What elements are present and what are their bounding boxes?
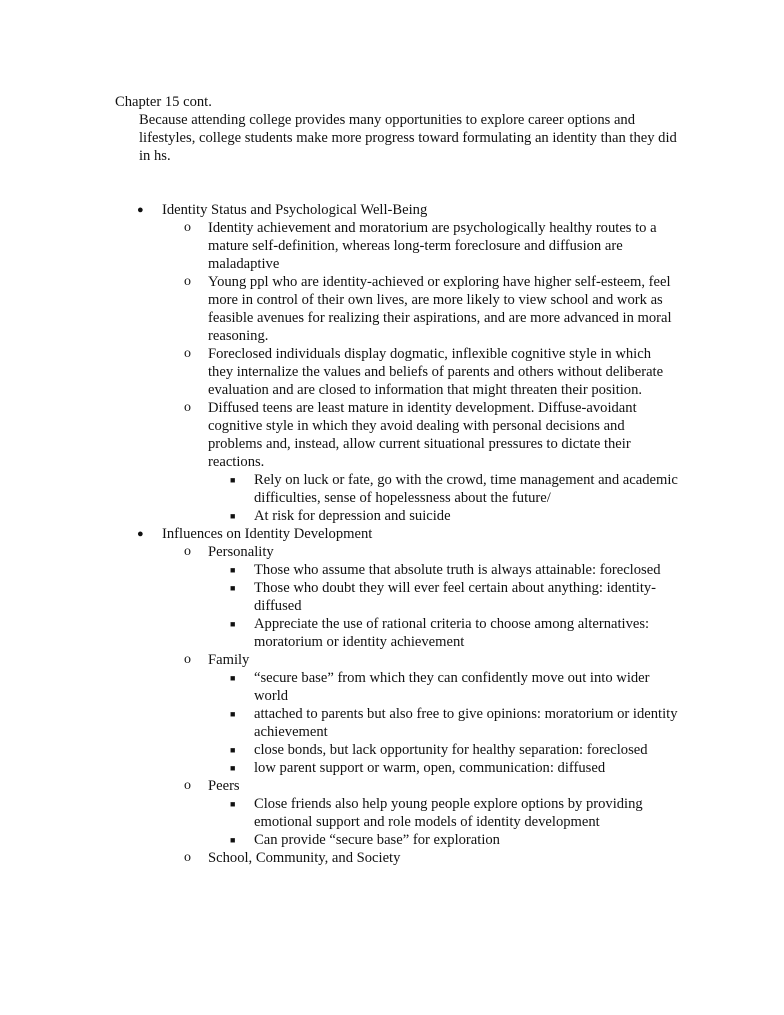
outline-detail-text: Appreciate the use of rational criteria to choose among alternatives: moratorium or identity achievement [254, 616, 650, 650]
circle-bullet-icon: o [184, 544, 191, 559]
outline-subitem [0, 345, 784, 399]
bullet-icon: ● [137, 204, 144, 216]
outline-item [0, 201, 784, 219]
circle-bullet-icon: o [184, 346, 191, 361]
outline-detail [0, 561, 784, 579]
square-bullet-icon: ■ [230, 835, 236, 845]
circle-bullet-icon: o [184, 400, 191, 415]
square-bullet-icon: ■ [230, 565, 236, 575]
square-bullet-icon: ■ [230, 745, 236, 755]
circle-bullet-icon: o [184, 850, 191, 865]
square-bullet-icon: ■ [230, 673, 236, 683]
outline-detail-text: attached to parents but also free to give opinions: moratorium or identity achievement [254, 706, 678, 740]
outline-detail [0, 831, 784, 849]
outline-subitem-text: Foreclosed individuals display dogmatic, inflexible cognitive style in which they internalize the values and beliefs of parents and others without deliberate evaluation and are closed to information that might threaten their position. [208, 346, 664, 398]
outline-detail-text: low parent support or warm, open, communication: diffused [254, 760, 606, 776]
outline-subitem [0, 273, 784, 345]
outline-detail [0, 759, 784, 777]
outline-detail [0, 507, 784, 525]
outline-subitem [0, 849, 784, 867]
circle-bullet-icon: o [184, 274, 191, 289]
outline-subitem [0, 219, 784, 273]
outline-subitem-text: Identity achievement and moratorium are psychologically healthy routes to a mature self-definition, whereas long-term foreclosure and diffusion are maladaptive [208, 220, 657, 272]
circle-bullet-icon: o [184, 220, 191, 235]
outline-subitem-text: Family [208, 652, 250, 668]
outline-subitem-text: Diffused teens are least mature in identity development. Diffuse-avoidant cognitive style in which they avoid dealing with personal decisions and problems and, instead, allow current situational pressures to dictate their reactions. [208, 400, 637, 470]
intro-paragraph: Because attending college provides many opportunities to explore career options and lifestyles, college students make more progress toward formulating an identity than they did in hs. [139, 112, 677, 164]
outline-detail-text: Can provide “secure base” for exploration [254, 832, 500, 848]
outline-detail-text: Those who assume that absolute truth is always attainable: foreclosed [254, 562, 661, 578]
outline-detail [0, 669, 784, 705]
square-bullet-icon: ■ [230, 709, 236, 719]
outline-detail [0, 705, 784, 741]
outline-detail-text: Rely on luck or fate, go with the crowd, time management and academic difficulties, sense of hopelessness about the future/ [254, 472, 678, 506]
square-bullet-icon: ■ [230, 475, 236, 485]
outline-detail-text: At risk for depression and suicide [254, 508, 451, 524]
outline-list [0, 201, 784, 867]
outline-detail-text: Close friends also help young people explore options by providing emotional support and role models of identity development [254, 796, 643, 830]
circle-bullet-icon: o [184, 652, 191, 667]
outline-subitem-text: School, Community, and Society [208, 850, 401, 866]
outline-detail [0, 795, 784, 831]
outline-item-text: Influences on Identity Development [162, 526, 373, 542]
outline-subitem-text: Personality [208, 544, 274, 560]
outline-detail-text: Those who doubt they will ever feel certain about anything: identity- diffused [254, 580, 657, 614]
outline-detail [0, 579, 784, 615]
outline-detail-text: “secure base” from which they can confidently move out into wider world [254, 670, 650, 704]
square-bullet-icon: ■ [230, 619, 236, 629]
square-bullet-icon: ■ [230, 511, 236, 521]
outline-detail-text: close bonds, but lack opportunity for healthy separation: foreclosed [254, 742, 648, 758]
outline-subitem [0, 399, 784, 471]
outline-subitem [0, 777, 784, 795]
circle-bullet-icon: o [184, 778, 191, 793]
bullet-icon: ● [137, 528, 144, 540]
outline-item [0, 525, 784, 543]
page-heading: Chapter 15 cont. [115, 94, 212, 110]
outline-detail [0, 615, 784, 651]
outline-subitem [0, 543, 784, 561]
outline-subitem-text: Young ppl who are identity-achieved or exploring have higher self-esteem, feel more in control of their own lives, are more likely to view school and work as feasible avenues for realizing their aspirations, and are more advanced in moral reasoning. [208, 274, 672, 344]
square-bullet-icon: ■ [230, 763, 236, 773]
outline-item-text: Identity Status and Psychological Well-Being [162, 202, 428, 218]
outline-subitem-text: Peers [208, 778, 240, 794]
outline-subitem [0, 651, 784, 669]
square-bullet-icon: ■ [230, 583, 236, 593]
square-bullet-icon: ■ [230, 799, 236, 809]
outline-detail [0, 741, 784, 759]
outline-detail [0, 471, 784, 507]
